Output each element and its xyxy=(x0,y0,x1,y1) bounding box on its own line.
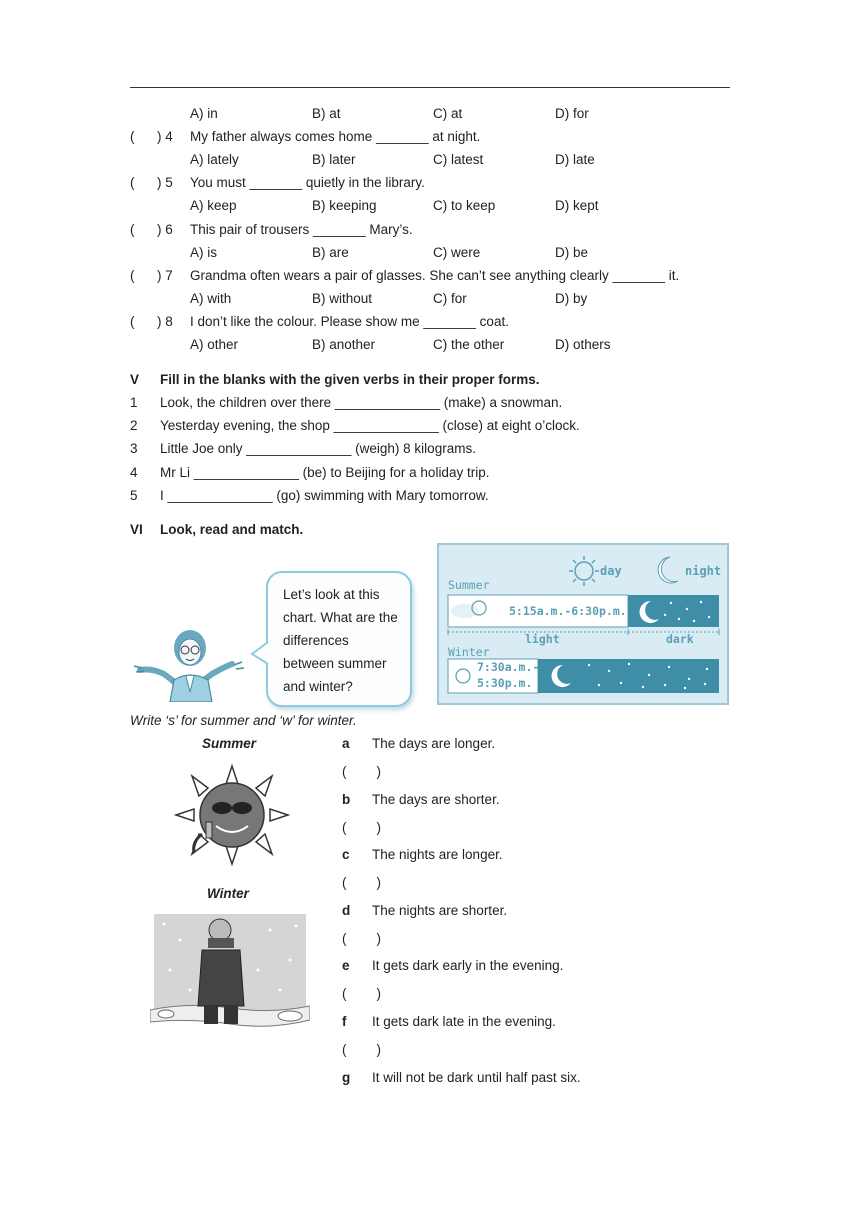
statement-letter: g xyxy=(342,1069,351,1085)
star-icon xyxy=(642,686,644,688)
answer-paren[interactable]: ( ) xyxy=(342,986,381,1002)
statement-text: It gets dark early in the evening. xyxy=(372,958,564,974)
fill-blank-sentence[interactable]: I ______________ (go) swimming with Mary tomorrow. xyxy=(160,487,489,503)
question-text: This pair of trousers _______ Mary’s. xyxy=(190,221,413,237)
answer-paren[interactable]: ( ) xyxy=(342,764,381,779)
winter-chart-label: Winter xyxy=(448,645,490,659)
answer-paren[interactable]: ( ) xyxy=(342,819,381,835)
star-icon xyxy=(704,683,706,685)
star-icon xyxy=(708,616,710,618)
winter-time-end: 5:30p.m. xyxy=(477,676,533,690)
statement-text: It gets dark late in the evening. xyxy=(372,1014,556,1029)
question-number: ) 6 xyxy=(157,221,173,237)
winter-boy-illustration xyxy=(150,910,310,1038)
question-number: ) 5 xyxy=(157,175,173,191)
summer-chart-label: Summer xyxy=(448,578,490,592)
statement-text: The days are longer. xyxy=(372,736,496,751)
statement-text: It will not be dark until half past six. xyxy=(372,1069,581,1085)
option[interactable]: A) keep xyxy=(190,198,237,214)
star-icon xyxy=(700,601,702,603)
question-text: Grandma often wears a pair of glasses. She can’t see anything clearly _______ it. xyxy=(190,267,680,283)
option[interactable]: A) with xyxy=(190,290,232,306)
option[interactable]: D) be xyxy=(555,244,589,260)
option[interactable]: D) others xyxy=(555,337,611,353)
option[interactable]: A) lately xyxy=(190,152,239,167)
question-text: You must _______ quietly in the library. xyxy=(190,175,425,191)
fill-blank-sentence[interactable]: Yesterday evening, the shop ______________ (close) at eight o’clock. xyxy=(160,418,580,434)
star-icon xyxy=(686,608,688,610)
star-icon xyxy=(693,620,695,622)
item-number: 2 xyxy=(130,418,138,434)
dark-label: dark xyxy=(666,632,694,646)
winter-time-start: 7:30a.m.- xyxy=(477,660,540,674)
question-text: My father always comes home _______ at night. xyxy=(190,129,481,144)
light-label: light xyxy=(525,632,560,646)
answer-paren[interactable]: ( xyxy=(130,267,135,283)
option[interactable]: C) to keep xyxy=(433,198,496,214)
question-text: I don’t like the colour. Please show me _______ coat. xyxy=(190,314,509,330)
speech-bubble-tail xyxy=(250,640,270,666)
statement-letter: d xyxy=(342,902,351,918)
option[interactable]: B) are xyxy=(312,244,349,260)
star-icon xyxy=(608,670,610,672)
statement-letter: f xyxy=(342,1014,347,1029)
option[interactable]: C) for xyxy=(433,290,467,306)
star-icon xyxy=(688,678,690,680)
option[interactable]: C) the other xyxy=(433,337,505,353)
answer-paren[interactable]: ( xyxy=(130,221,135,237)
fill-blank-sentence[interactable]: Look, the children over there ______________ (make) a snowman. xyxy=(160,395,563,410)
star-icon xyxy=(678,618,680,620)
teacher-illustration xyxy=(132,622,252,702)
star-icon xyxy=(664,684,666,686)
statement-letter: b xyxy=(342,791,351,807)
day-night-chart xyxy=(437,543,729,705)
sun-icon xyxy=(569,556,599,586)
answer-paren[interactable]: ( ) xyxy=(342,875,381,891)
option[interactable]: B) later xyxy=(312,152,356,167)
option[interactable]: B) without xyxy=(312,290,373,306)
star-icon xyxy=(598,684,600,686)
statement-text: The nights are shorter. xyxy=(372,902,508,918)
winter-label: Winter xyxy=(207,886,249,901)
star-icon xyxy=(588,664,590,666)
option[interactable]: D) for xyxy=(555,106,589,121)
sun-character-illustration xyxy=(172,762,292,868)
section-number: V xyxy=(130,372,140,387)
question-number: ) 7 xyxy=(157,267,173,283)
star-icon xyxy=(670,602,672,604)
answer-paren[interactable]: ( xyxy=(130,129,135,144)
item-number: 4 xyxy=(130,464,138,480)
option[interactable]: B) at xyxy=(312,106,341,121)
item-number: 3 xyxy=(130,441,138,457)
option[interactable]: A) in xyxy=(190,106,218,121)
option[interactable]: D) late xyxy=(555,152,595,167)
star-icon xyxy=(684,687,686,689)
statement-letter: a xyxy=(342,736,350,751)
item-number: 5 xyxy=(130,487,138,503)
statement-letter: c xyxy=(342,847,350,863)
moon-icon xyxy=(658,557,678,583)
star-icon xyxy=(628,663,630,665)
legend-day: day xyxy=(600,564,622,578)
question-number: ) 8 xyxy=(157,314,173,330)
answer-paren[interactable]: ( ) xyxy=(342,930,381,946)
top-rule xyxy=(130,87,730,88)
star-icon xyxy=(664,614,666,616)
question-number: ) 4 xyxy=(157,129,173,144)
legend-night: night xyxy=(685,564,722,578)
section-title: Fill in the blanks with the given verbs in their proper forms. xyxy=(160,372,540,387)
option[interactable]: C) were xyxy=(433,244,481,260)
option[interactable]: C) latest xyxy=(433,152,484,167)
option[interactable]: A) is xyxy=(190,244,217,260)
star-icon xyxy=(648,674,650,676)
statement-text: The nights are longer. xyxy=(372,847,503,863)
star-icon xyxy=(668,666,670,668)
star-icon xyxy=(620,682,622,684)
option[interactable]: B) another xyxy=(312,337,376,353)
summer-times: 5:15a.m.-6:30p.m. xyxy=(509,604,627,618)
statement-text: The days are shorter. xyxy=(372,791,500,807)
answer-paren[interactable]: ( xyxy=(130,175,135,191)
section-title: Look, read and match. xyxy=(160,522,304,537)
option[interactable]: A) other xyxy=(190,337,239,353)
instruction: Write ‘s’ for summer and ‘w’ for winter. xyxy=(130,713,357,728)
option[interactable]: D) by xyxy=(555,290,588,306)
star-icon xyxy=(706,668,708,670)
option[interactable]: C) at xyxy=(433,106,463,121)
option[interactable]: B) keeping xyxy=(312,198,377,214)
section-number: VI xyxy=(130,522,143,537)
speech-bubble-text: Let’s look at this chart. What are the differences between summer and winter? xyxy=(283,587,398,694)
statement-letter: e xyxy=(342,958,350,974)
item-number: 1 xyxy=(130,395,138,410)
option[interactable]: D) kept xyxy=(555,198,599,214)
answer-paren[interactable]: ( xyxy=(130,314,135,330)
fill-blank-sentence[interactable]: Little Joe only ______________ (weigh) 8 kilograms. xyxy=(160,441,476,457)
answer-paren[interactable]: ( ) xyxy=(342,1042,381,1057)
summer-label: Summer xyxy=(202,736,257,751)
fill-blank-sentence[interactable]: Mr Li ______________ (be) to Beijing for a holiday trip. xyxy=(160,464,490,480)
